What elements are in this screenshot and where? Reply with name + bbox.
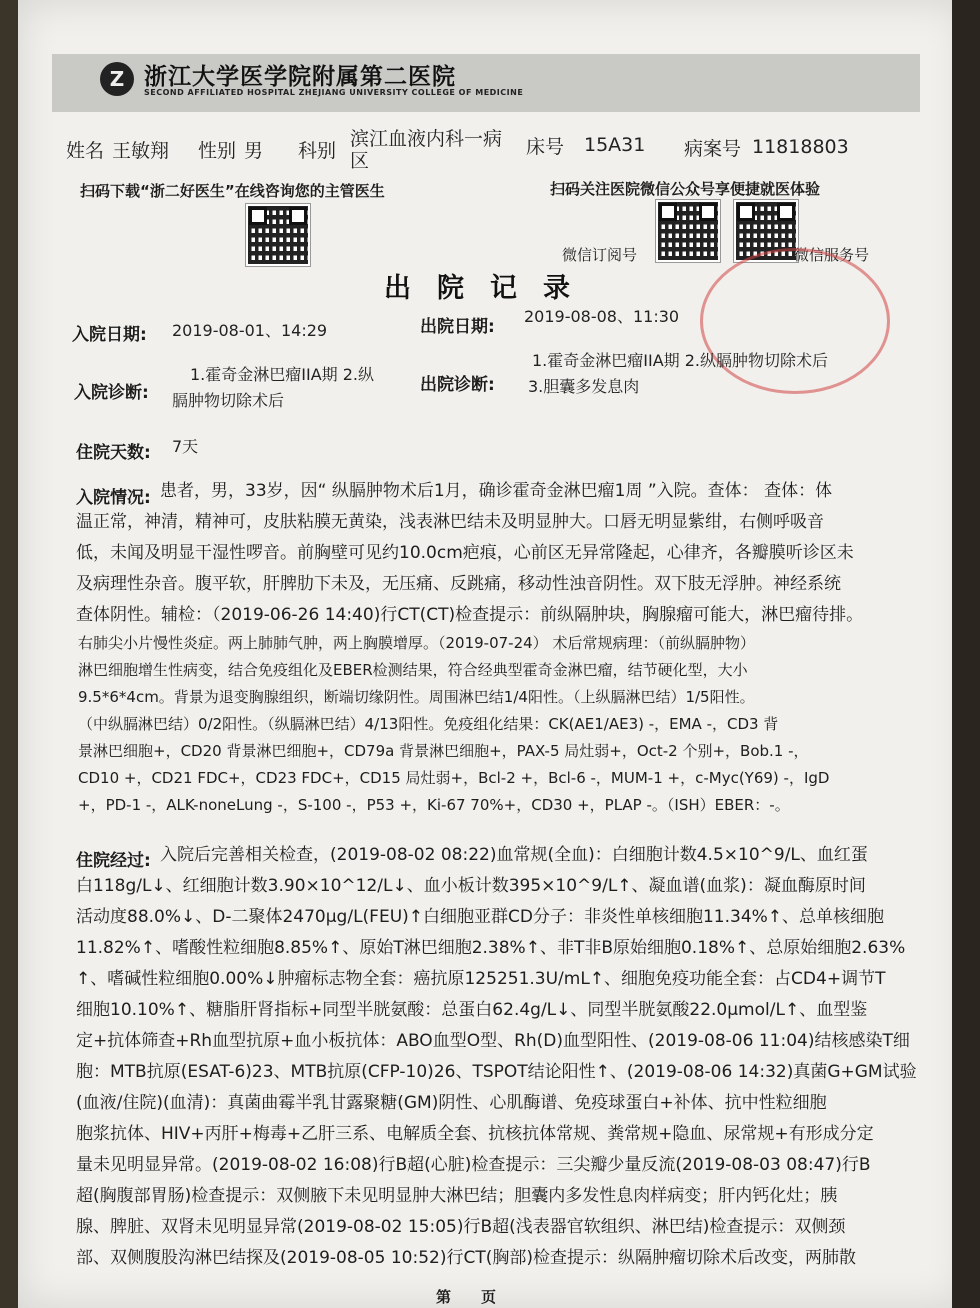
course-line: 白118g/L↓、红细胞计数3.90×10^12/L↓、血小板计数395×10^9/L↑、凝血谱(血浆)：凝血酶原时间 — [76, 876, 866, 896]
hospital-seal-stamp-icon — [700, 248, 890, 394]
gender-label: 性别 — [198, 140, 237, 162]
course-line: ↑、嗜碱性粒细胞0.00%↓肿瘤标志物全套：癌抗原125251.3U/mL↑、细胞免疫功能全套：占CD4+调节T — [76, 969, 886, 989]
qr-code-doctor-app-icon — [246, 204, 310, 266]
course-line: 量未见明显异常。(2019-08-02 16:08)行B超(心脏)检查提示：三尖瓣少量反流(2019-08-03 08:47)行B — [76, 1155, 871, 1175]
dept-value-line1: 滨江血液内科一病 — [350, 128, 503, 150]
pathology-line: 右肺尖小片慢性炎症。两上肺肺气肿，两上胸膜增厚。（2019-07-24） 术后常规病理：（前纵膈肿物） — [78, 634, 755, 652]
discharge-diagnosis-line1: 1.霍奇金淋巴瘤IIA期 2.纵膈肿物切除术后 — [532, 351, 829, 370]
course-label: 住院经过: — [76, 851, 151, 871]
course-line: 腺、脾脏、双肾未见明显异常(2019-08-02 15:05)行B超(浅表器官软组织、淋巴结)检查提示：双侧颈 — [76, 1217, 846, 1237]
discharge-diagnosis-line2: 3.胆囊多发息肉 — [528, 377, 640, 396]
hospital-name-en: SECOND AFFILIATED HOSPITAL ZHEJIANG UNIVERSITY COLLEGE OF MEDICINE — [144, 88, 524, 97]
course-line: 胞：MTB抗原(ESAT-6)23、MTB抗原(CFP-10)26、TSPOT结论阳性↑、(2019-08-06 14:32)真菌G+GM试验 — [76, 1062, 917, 1082]
background-edge — [952, 0, 980, 1308]
admit-date-label: 入院日期: — [72, 325, 147, 345]
pathology-line: 9.5*6*4cm。背景为退变胸腺组织，断端切缘阴性。周围淋巴结1/4阳性。（上纵膈淋巴结）1/5阳性。 — [78, 688, 755, 706]
page-footer: 第页 — [436, 1288, 527, 1306]
course-line: 活动度88.0%↓、D-二聚体2470μg/L(FEU)↑白细胞亚群CD分子：非炎性单核细胞11.34%↑、总单核细胞 — [76, 907, 885, 927]
admission-line: 温正常，神清，精神可，皮肤粘膜无黄染，浅表淋巴结未及明显肿大。口唇无明显紫绀，右侧呼吸音 — [76, 512, 824, 532]
course-line: 部、双侧腹股沟淋巴结探及(2019-08-05 10:52)行CT(胸部)检查提示：纵隔肿瘤切除术后改变，两肺散 — [76, 1248, 856, 1268]
qr-right-text: 扫码关注医院微信公众号享便捷就医体验 — [550, 180, 821, 198]
gender-value: 男 — [244, 140, 264, 162]
stay-days-label: 住院天数: — [76, 443, 151, 463]
stay-days-value: 7天 — [172, 437, 199, 456]
dept-label: 科别 — [298, 140, 337, 162]
admission-label: 入院情况: — [76, 488, 151, 508]
document-title: 出院记录 — [384, 273, 596, 304]
pathology-line: （中纵膈淋巴结）0/2阳性。（纵膈淋巴结）4/13阳性。免疫组化结果：CK(AE1/AE3) -，EMA -，CD3 背 — [78, 715, 779, 733]
course-line: 胞浆抗体、HIV+丙肝+梅毒+乙肝三系、电解质全套、抗核抗体常规、粪常规+隐血、尿常规+有形成分定 — [76, 1124, 874, 1144]
bed-value: 15A31 — [584, 134, 646, 156]
discharge-date-value: 2019-08-08、11:30 — [524, 307, 680, 326]
admit-diagnosis-label: 入院诊断: — [74, 383, 149, 403]
course-line: 细胞10.10%↑、糖脂肝肾指标+同型半胱氨酸：总蛋白62.4g/L↓、同型半胱氨酸22.0μmol/L↑、血型鉴 — [76, 1000, 868, 1020]
qr-code-subscription-icon — [656, 200, 720, 262]
record-label: 病案号 — [684, 138, 742, 160]
course-line: 超(胸腹部胃肠)检查提示：双侧腋下未见明显肿大淋巴结；胆囊内多发性息肉样病变；肝内钙化灶；胰 — [76, 1186, 838, 1206]
bed-label: 床号 — [526, 136, 565, 158]
qr-sub-label: 微信订阅号 — [562, 246, 638, 264]
pathology-line: CD10 +，CD21 FDC+，CD23 FDC+，CD15 局灶弱+，Bcl-2 +，Bcl-6 -，MUM-1 +，c-Myc(Y69) -，IgD — [78, 769, 830, 787]
pathology-line: 景淋巴细胞+，CD20 背景淋巴细胞+，CD79a 背景淋巴细胞+，PAX-5 局灶弱+，Oct-2 个别+，Bob.1 -， — [78, 742, 809, 760]
hospital-banner — [52, 54, 920, 112]
hospital-name-cn: 浙江大学医学院附属第二医院 — [144, 64, 456, 90]
admission-line: 患者，男，33岁，因“ 纵膈肿物术后1月，确诊霍奇金淋巴瘤1周 ”入院。查体： 查体：体 — [160, 481, 833, 501]
record-value: 11818803 — [752, 136, 849, 158]
admission-line: 及病理性杂音。腹平软，肝脾肋下未及，无压痛、反跳痛，移动性浊音阴性。双下肢无浮肿。神经系统 — [76, 574, 841, 594]
course-line: 定+抗体筛查+Rh血型抗原+血小板抗体：ABO血型O型、Rh(D)血型阳性、(2019-08-06 11:04)结核感染T细 — [76, 1031, 910, 1051]
pathology-line: +，PD-1 -，ALK-noneLung -，S-100 -，P53 +，Ki-67 70%+，CD30 +，PLAP -。（ISH）EBER：-。 — [78, 796, 790, 814]
course-line: (血液/住院)(血清)：真菌曲霉半乳甘露聚糖(GM)阴性、心肌酶谱、免疫球蛋白+补体、抗中性粒细胞 — [76, 1093, 827, 1113]
pathology-line: 淋巴细胞增生性病变，结合免疫组化及EBER检测结果，符合经典型霍奇金淋巴瘤，结节硬化型，大小 — [78, 661, 748, 679]
hospital-logo-icon: Z — [100, 62, 134, 96]
admission-line: 低，未闻及明显干湿性啰音。前胸壁可见约10.0cm疤痕，心前区无异常隆起，心律齐，各瓣膜听诊区未 — [76, 543, 854, 563]
admit-diagnosis-line1: 1.霍奇金淋巴瘤IIA期 2.纵 — [190, 365, 375, 384]
discharge-date-label: 出院日期: — [420, 317, 495, 337]
dept-value-line2: 区 — [350, 150, 370, 172]
admit-date-value: 2019-08-01、14:29 — [172, 321, 328, 340]
course-line: 11.82%↑、嗜酸性粒细胞8.85%↑、原始T淋巴细胞2.38%↑、非T非B原始细胞0.18%↑、总原始细胞2.63% — [76, 938, 906, 958]
discharge-diagnosis-label: 出院诊断: — [420, 375, 495, 395]
admit-diagnosis-line2: 膈肿物切除术后 — [172, 391, 285, 410]
course-line: 入院后完善相关检查，(2019-08-02 08:22)血常规(全血)：白细胞计数4.5×10^9/L、血红蛋 — [160, 845, 868, 865]
qr-left-text: 扫码下载“浙二好医生”在线咨询您的主管医生 — [80, 182, 385, 200]
qr-svc-label: 微信服务号 — [794, 246, 870, 264]
name-label: 姓名 — [66, 140, 105, 162]
admission-line: 查体阴性。辅检：（2019-06-26 14:40)行CT(CT)检查提示：前纵隔肿块，胸腺瘤可能大，淋巴瘤待排。 — [76, 605, 864, 625]
name-value: 王敏翔 — [112, 140, 170, 162]
